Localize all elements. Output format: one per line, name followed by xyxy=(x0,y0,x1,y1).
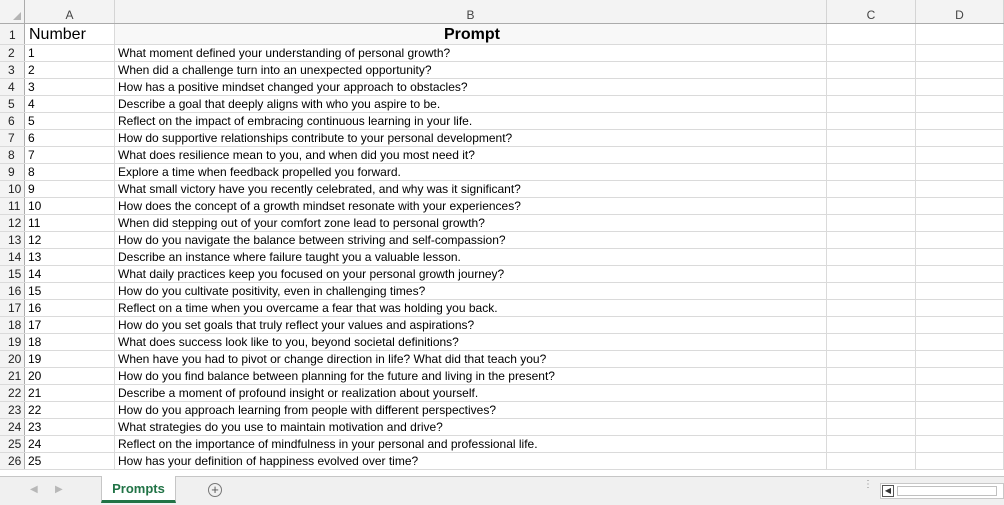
prev-sheet-icon[interactable]: ◀ xyxy=(30,484,38,495)
row-header[interactable]: 15 xyxy=(0,266,25,282)
cell-d[interactable] xyxy=(916,113,1004,129)
column-header-bar xyxy=(0,0,1004,24)
cell-d[interactable] xyxy=(916,45,1004,61)
cell-d[interactable] xyxy=(916,300,1004,316)
table-row xyxy=(0,334,1004,351)
cell-c[interactable] xyxy=(827,266,916,282)
header-row xyxy=(0,24,1004,45)
cell-c[interactable] xyxy=(827,164,916,180)
cell-d[interactable] xyxy=(916,249,1004,265)
cell-c[interactable] xyxy=(827,436,916,452)
row-header[interactable]: 2 xyxy=(0,45,25,61)
cell-prompt[interactable]: How do you cultivate positivity, even in challenging times? xyxy=(115,283,827,299)
cell-prompt[interactable]: How do you navigate the balance between striving and self-compassion? xyxy=(115,232,827,248)
cell-c[interactable] xyxy=(827,45,916,61)
table-row xyxy=(0,317,1004,334)
column-header-d[interactable]: D xyxy=(916,0,1004,23)
table-row xyxy=(0,79,1004,96)
cell-c[interactable] xyxy=(827,181,916,197)
table-row xyxy=(0,266,1004,283)
cell-prompt[interactable]: How has your definition of happiness evolved over time? xyxy=(115,453,827,469)
scroll-left-icon[interactable]: ◀ xyxy=(882,485,894,497)
row-header[interactable]: 19 xyxy=(0,334,25,350)
cell-number[interactable]: 6 xyxy=(25,130,115,146)
sheet-tab-bar xyxy=(0,476,1004,505)
cell-number[interactable]: 5 xyxy=(25,113,115,129)
cell-number[interactable]: 16 xyxy=(25,300,115,316)
cell-c[interactable] xyxy=(827,96,916,112)
cell-prompt[interactable]: How do you approach learning from people with different perspectives? xyxy=(115,402,827,418)
row-header[interactable]: 13 xyxy=(0,232,25,248)
cell-c[interactable] xyxy=(827,317,916,333)
cell-number[interactable]: 22 xyxy=(25,402,115,418)
table-row xyxy=(0,402,1004,419)
cell-number[interactable]: 11 xyxy=(25,215,115,231)
cell-d[interactable] xyxy=(916,334,1004,350)
row-header[interactable]: 4 xyxy=(0,79,25,95)
cell-d[interactable] xyxy=(916,283,1004,299)
cell-d[interactable] xyxy=(916,453,1004,469)
cell-c[interactable] xyxy=(827,147,916,163)
cell-c[interactable] xyxy=(827,283,916,299)
row-header[interactable]: 10 xyxy=(0,181,25,197)
cell-number[interactable]: 3 xyxy=(25,79,115,95)
row-header[interactable]: 22 xyxy=(0,385,25,401)
cell-d[interactable] xyxy=(916,436,1004,452)
cell-c[interactable] xyxy=(827,130,916,146)
cell-d[interactable] xyxy=(916,351,1004,367)
tab-splitter-handle[interactable]: ⋮ xyxy=(863,479,873,490)
cell-number[interactable]: 21 xyxy=(25,385,115,401)
cell-prompt[interactable]: How do supportive relationships contribute to your personal development? xyxy=(115,130,827,146)
cell-c[interactable] xyxy=(827,334,916,350)
cell-d[interactable] xyxy=(916,62,1004,78)
cell-d[interactable] xyxy=(916,79,1004,95)
scroll-thumb[interactable] xyxy=(897,486,997,496)
cell-d[interactable] xyxy=(916,96,1004,112)
cell-c[interactable] xyxy=(827,300,916,316)
cell-number[interactable]: 18 xyxy=(25,334,115,350)
table-row xyxy=(0,300,1004,317)
cell-d[interactable] xyxy=(916,232,1004,248)
table-row xyxy=(0,351,1004,368)
add-sheet-icon[interactable]: + xyxy=(208,483,222,497)
cell-number[interactable]: 23 xyxy=(25,419,115,435)
sheet-tab-prompts[interactable]: Prompts xyxy=(101,476,176,503)
row-header[interactable]: 9 xyxy=(0,164,25,180)
table-row xyxy=(0,215,1004,232)
cell-prompt[interactable]: Reflect on the importance of mindfulness in your personal and professional life. xyxy=(115,436,827,452)
header-cell-number[interactable]: Number xyxy=(25,24,115,44)
row-header[interactable]: 5 xyxy=(0,96,25,112)
cell-number[interactable]: 12 xyxy=(25,232,115,248)
cell-number[interactable]: 24 xyxy=(25,436,115,452)
cell-prompt[interactable]: What strategies do you use to maintain motivation and drive? xyxy=(115,419,827,435)
row-header[interactable]: 25 xyxy=(0,436,25,452)
row-header[interactable]: 16 xyxy=(0,283,25,299)
cell-number[interactable]: 4 xyxy=(25,96,115,112)
cell-prompt[interactable]: What small victory have you recently celebrated, and why was it significant? xyxy=(115,181,827,197)
cell-prompt[interactable]: Reflect on the impact of embracing continuous learning in your life. xyxy=(115,113,827,129)
select-all-corner[interactable] xyxy=(0,0,25,23)
table-row xyxy=(0,45,1004,62)
table-row xyxy=(0,130,1004,147)
table-row xyxy=(0,96,1004,113)
cell-c[interactable] xyxy=(827,198,916,214)
cell-number[interactable]: 8 xyxy=(25,164,115,180)
header-cell-prompt[interactable]: Prompt xyxy=(115,24,827,44)
table-row xyxy=(0,283,1004,300)
cell-number[interactable]: 15 xyxy=(25,283,115,299)
cell-d[interactable] xyxy=(916,368,1004,384)
cell-d[interactable] xyxy=(916,164,1004,180)
row-header[interactable]: 1 xyxy=(0,24,25,44)
cell-prompt[interactable]: Explore a time when feedback propelled you forward. xyxy=(115,164,827,180)
cell-prompt[interactable]: Describe a moment of profound insight or realization about yourself. xyxy=(115,385,827,401)
row-header[interactable]: 20 xyxy=(0,351,25,367)
row-header[interactable]: 23 xyxy=(0,402,25,418)
row-header[interactable]: 6 xyxy=(0,113,25,129)
table-row xyxy=(0,385,1004,402)
column-header-a[interactable]: A xyxy=(25,0,115,23)
cell-prompt[interactable]: How do you find balance between planning for the future and living in the present? xyxy=(115,368,827,384)
cell-d[interactable] xyxy=(916,181,1004,197)
cell-d[interactable] xyxy=(916,385,1004,401)
cell-d[interactable] xyxy=(916,317,1004,333)
table-row xyxy=(0,368,1004,385)
cell-number[interactable]: 25 xyxy=(25,453,115,469)
cell-c[interactable] xyxy=(827,419,916,435)
row-header[interactable]: 17 xyxy=(0,300,25,316)
cell-c[interactable] xyxy=(827,62,916,78)
cell-c[interactable] xyxy=(827,232,916,248)
cell-d[interactable] xyxy=(916,419,1004,435)
cell-d[interactable] xyxy=(916,147,1004,163)
row-header[interactable]: 8 xyxy=(0,147,25,163)
row-header[interactable]: 12 xyxy=(0,215,25,231)
table-row xyxy=(0,453,1004,470)
cell-c[interactable] xyxy=(827,351,916,367)
cell-d[interactable] xyxy=(916,266,1004,282)
row-header[interactable]: 7 xyxy=(0,130,25,146)
cell-c[interactable] xyxy=(827,368,916,384)
table-row xyxy=(0,113,1004,130)
table-row xyxy=(0,232,1004,249)
cell-c[interactable] xyxy=(827,79,916,95)
cell-prompt[interactable]: What daily practices keep you focused on your personal growth journey? xyxy=(115,266,827,282)
cell-prompt[interactable]: What does resilience mean to you, and when did you most need it? xyxy=(115,147,827,163)
cell-number[interactable]: 17 xyxy=(25,317,115,333)
cell-prompt[interactable]: How do you set goals that truly reflect your values and aspirations? xyxy=(115,317,827,333)
cell-number[interactable]: 20 xyxy=(25,368,115,384)
table-row xyxy=(0,62,1004,79)
cell-number[interactable]: 10 xyxy=(25,198,115,214)
row-header[interactable]: 21 xyxy=(0,368,25,384)
cell-prompt[interactable]: How does the concept of a growth mindset resonate with your experiences? xyxy=(115,198,827,214)
row-header[interactable]: 11 xyxy=(0,198,25,214)
cell-prompt[interactable]: What moment defined your understanding of personal growth? xyxy=(115,45,827,61)
cell-prompt[interactable]: When did a challenge turn into an unexpected opportunity? xyxy=(115,62,827,78)
row-header[interactable]: 18 xyxy=(0,317,25,333)
cell-prompt[interactable]: Describe a goal that deeply aligns with who you aspire to be. xyxy=(115,96,827,112)
row-header[interactable]: 3 xyxy=(0,62,25,78)
cell-d[interactable] xyxy=(916,215,1004,231)
table-row xyxy=(0,419,1004,436)
cell-c[interactable] xyxy=(827,385,916,401)
cell-prompt[interactable]: Reflect on a time when you overcame a fear that was holding you back. xyxy=(115,300,827,316)
horizontal-scrollbar[interactable] xyxy=(880,483,1004,499)
table-row xyxy=(0,164,1004,181)
cell-prompt[interactable]: When did stepping out of your comfort zone lead to personal growth? xyxy=(115,215,827,231)
cell-prompt[interactable]: How has a positive mindset changed your approach to obstacles? xyxy=(115,79,827,95)
cell-number[interactable]: 13 xyxy=(25,249,115,265)
cell-d[interactable] xyxy=(916,130,1004,146)
row-header[interactable]: 24 xyxy=(0,419,25,435)
table-row xyxy=(0,181,1004,198)
cell-number[interactable]: 1 xyxy=(25,45,115,61)
table-row xyxy=(0,147,1004,164)
cell-number[interactable]: 19 xyxy=(25,351,115,367)
cell-c[interactable] xyxy=(827,215,916,231)
cell-c[interactable] xyxy=(827,249,916,265)
cell-number[interactable]: 14 xyxy=(25,266,115,282)
cell-number[interactable]: 7 xyxy=(25,147,115,163)
table-row xyxy=(0,436,1004,453)
cell-number[interactable]: 9 xyxy=(25,181,115,197)
select-all-triangle-icon xyxy=(13,12,21,20)
cell-c[interactable] xyxy=(827,113,916,129)
column-header-c[interactable]: C xyxy=(827,0,916,23)
cell-prompt[interactable]: Describe an instance where failure taught you a valuable lesson. xyxy=(115,249,827,265)
cell-d[interactable] xyxy=(916,198,1004,214)
cell-c[interactable] xyxy=(827,402,916,418)
cell-d[interactable] xyxy=(916,24,1004,44)
table-row xyxy=(0,198,1004,215)
cell-prompt[interactable]: When have you had to pivot or change direction in life? What did that teach you? xyxy=(115,351,827,367)
cell-number[interactable]: 2 xyxy=(25,62,115,78)
row-header[interactable]: 26 xyxy=(0,453,25,469)
next-sheet-icon[interactable]: ▶ xyxy=(55,484,63,495)
row-header[interactable]: 14 xyxy=(0,249,25,265)
cell-prompt[interactable]: What does success look like to you, beyond societal definitions? xyxy=(115,334,827,350)
cell-c[interactable] xyxy=(827,24,916,44)
cell-d[interactable] xyxy=(916,402,1004,418)
table-row xyxy=(0,249,1004,266)
cell-c[interactable] xyxy=(827,453,916,469)
column-header-b[interactable]: B xyxy=(115,0,827,23)
